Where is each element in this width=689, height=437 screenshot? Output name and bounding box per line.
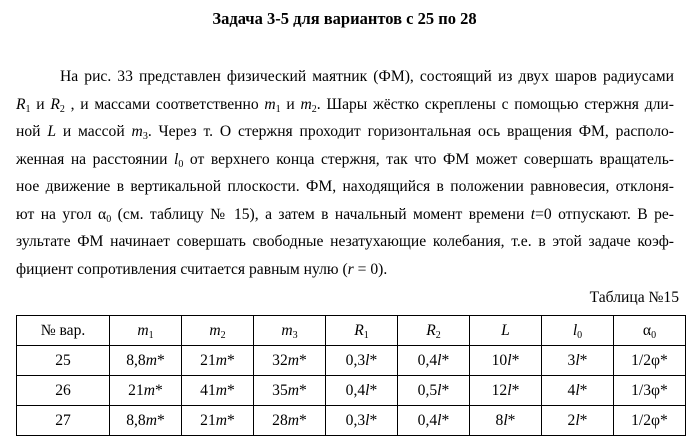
table-header-cell: $R_1$: [326, 316, 398, 346]
table-cell: 21m*: [110, 376, 182, 406]
table-cell: 41m*: [182, 376, 254, 406]
table-cell: 1/2φ*: [614, 346, 686, 376]
table-cell: 0,5l*: [398, 376, 470, 406]
table-header-cell: $l_0$: [542, 316, 614, 346]
table-header-cell: $m_3$: [254, 316, 326, 346]
table-cell: 10l*: [470, 346, 542, 376]
table-header-cell: $m_1$: [110, 316, 182, 346]
table-header-cell: $R_2$: [398, 316, 470, 346]
table-row: [17, 376, 686, 406]
paragraph-line-5: ное движение в вертикальной плоскости. ФМ, находящийся в положении равновесия, отклоня-: [16, 178, 674, 195]
table-cell: 0,3l*: [326, 346, 398, 376]
table-header-cell: $m_2$: [182, 316, 254, 346]
table-cell: 1/3φ*: [614, 376, 686, 406]
table-cell: 0,4l*: [398, 346, 470, 376]
table-header-cell: $\alpha_0$: [614, 316, 686, 346]
table-cell: 26: [17, 376, 110, 406]
paragraph-line-3: ной L и массой $m_3$. Через т. О стержня проходит горизонтальная ось вращения ФМ, располо-: [16, 123, 674, 142]
table-cell: 25: [17, 346, 110, 376]
table-cell: 35m*: [254, 376, 326, 406]
table-cell: 12l*: [470, 376, 542, 406]
paragraph-line-1: На рис. 33 представлен физический маятник (ФМ), состоящий из двух шаров радиусами: [60, 68, 674, 85]
table-cell: 8,8m*: [110, 406, 182, 436]
table-header-row: [17, 316, 686, 346]
table-header-cell: № вар.: [17, 316, 110, 346]
table-cell: 32m*: [254, 346, 326, 376]
table-cell: 0,4l*: [398, 406, 470, 436]
table-cell: 4l*: [542, 376, 614, 406]
table-cell: 1/2φ*: [614, 406, 686, 436]
table-cell: 28m*: [254, 406, 326, 436]
paragraph-line-4: женная на расстоянии $l_0$ от верхнего конца стержня, так что ФМ может совершать вращатель-: [16, 151, 674, 170]
table-header-cell: L: [470, 316, 542, 346]
table-cell: 27: [17, 406, 110, 436]
paragraph-line-7: зультате ФМ начинает совершать свободные незатухающие колебания, т.е. в этой задаче коэф-: [16, 233, 674, 250]
table-cell: 8l*: [470, 406, 542, 436]
table-cell: 21m*: [182, 406, 254, 436]
page-title: Задача 3-5 для вариантов с 25 по 28: [212, 9, 477, 28]
paragraph-line-2: $R_1$ и $R_2$ , и массами соответственно $m_1$ и $m_2$. Шары жёстко скреплены с помощью стержня дли-: [16, 96, 674, 115]
table-cell: 21m*: [182, 346, 254, 376]
parameters-table: [16, 315, 686, 436]
table-caption: Таблица №15: [589, 289, 679, 306]
table-cell: 8,8m*: [110, 346, 182, 376]
table-cell: 2l*: [542, 406, 614, 436]
paragraph-line-6: ют на угол $\alpha_0$ (см. таблицу № 15), а затем в начальный момент времени t=0 отпускают. В ре-: [16, 206, 674, 225]
table-cell: 0,3l*: [326, 406, 398, 436]
paragraph-line-8: фициент сопротивления считается равным нулю (r = 0).: [16, 261, 388, 278]
table-row: [17, 406, 686, 436]
table-cell: 0,4l*: [326, 376, 398, 406]
table-row: [17, 346, 686, 376]
table-cell: 3l*: [542, 346, 614, 376]
